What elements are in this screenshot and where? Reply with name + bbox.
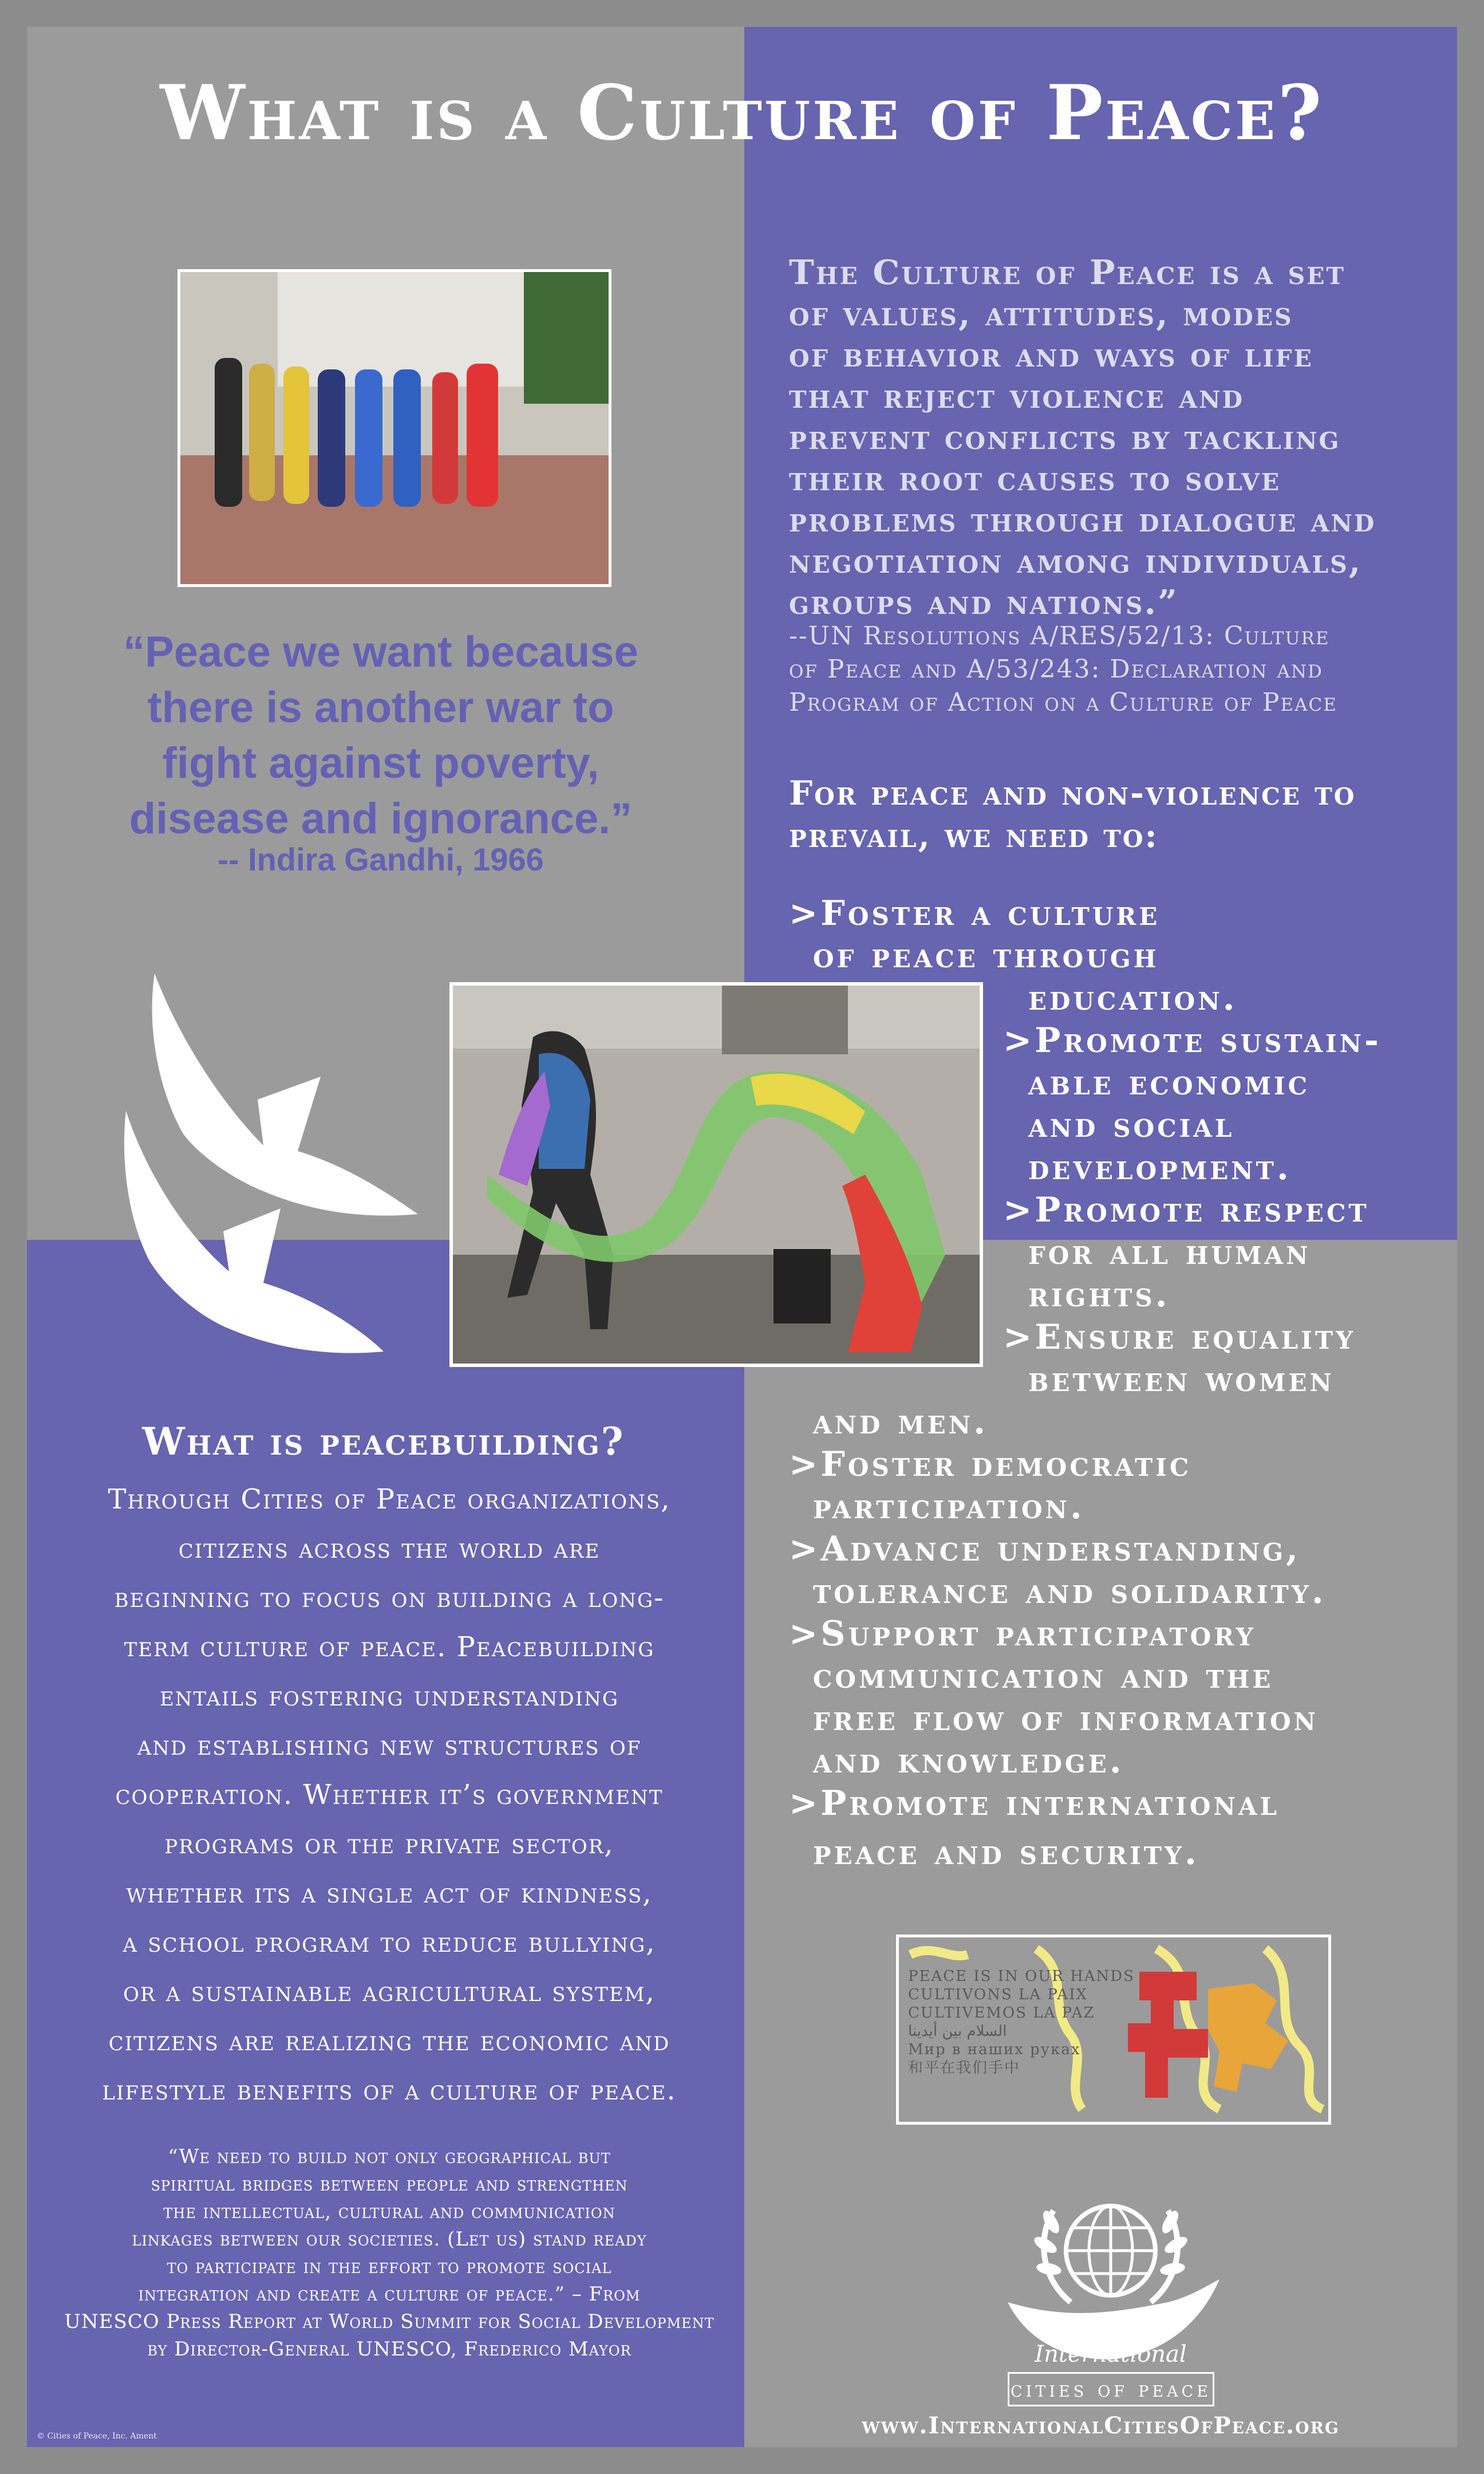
- culture-of-peace-definition: [789, 252, 1436, 623]
- peacebuilding-line: programs or the private sector,: [164, 1828, 614, 1860]
- need-line: >Promote respect: [1003, 1190, 1369, 1230]
- logo-text: [908, 1967, 1135, 2077]
- need-line: between women: [1028, 1360, 1335, 1400]
- source-line: of Peace and A/53/243: Declaration and: [789, 655, 1323, 684]
- definition-line: that reject violence and: [789, 376, 1245, 416]
- logo-line: Мир в наших руках: [908, 2041, 1081, 2058]
- need-line: >Promote international: [789, 1783, 1280, 1823]
- group-photo: [177, 269, 611, 587]
- need-line: >Foster a culture: [789, 893, 1161, 933]
- definition-line: negotiation among individuals,: [789, 541, 1363, 581]
- need-line: for all human: [1028, 1232, 1311, 1273]
- website-link[interactable]: www.InternationalCitiesOfPeace.org: [862, 2412, 1340, 2439]
- emblem-name: cities of peace: [1008, 2372, 1214, 2406]
- quote-line: there is another war to: [147, 683, 614, 732]
- need-line: tolerance and solidarity.: [813, 1571, 1327, 1612]
- peacebuilding-line: whether its a single act of kindness,: [126, 1877, 653, 1909]
- definition-line: of behavior and ways of life: [789, 335, 1313, 375]
- need-line: of peace through: [813, 936, 1159, 976]
- need-line: >Advance understanding,: [789, 1529, 1301, 1569]
- poster-title: What is a Culture of Peace?: [160, 69, 1324, 157]
- peacebuilding-line: a school program to reduce bullying,: [123, 1927, 656, 1959]
- need-line: and social: [1028, 1105, 1235, 1145]
- peacebuilding-title: What is peacebuilding?: [142, 1419, 625, 1464]
- source-line: Program of Action on a Culture of Peace: [789, 688, 1337, 717]
- need-line: free flow of information: [813, 1699, 1319, 1739]
- peacebuilding-line: Through Cities of Peace organizations,: [108, 1483, 671, 1515]
- definition-line: of values, attitudes, modes: [789, 294, 1293, 333]
- emblem-international: International: [1035, 2341, 1187, 2367]
- peacebuilding-line: term culture of peace. Peacebuilding: [124, 1631, 655, 1663]
- unesco-line: linkages between our societies. (Let us) stand ready: [132, 2228, 647, 2251]
- peace-in-our-hands-logo: [896, 1935, 1331, 2125]
- need-line: and knowledge.: [813, 1741, 1124, 1781]
- gandhi-attribution: -- Indira Gandhi, 1966: [218, 841, 544, 877]
- unesco-line: UNESCO Press Report at World Summit for Social Development: [64, 2310, 715, 2333]
- peacebuilding-line: citizens across the world are: [178, 1533, 601, 1565]
- doves-icon: [115, 962, 424, 1374]
- need-line: participation.: [813, 1487, 1085, 1527]
- definition-line: prevent conflicts by tackling: [789, 417, 1341, 457]
- unesco-line: to participate in the effort to promote social: [167, 2255, 612, 2278]
- quote-line: fight against poverty,: [162, 739, 599, 787]
- peacebuilding-line: lifestyle benefits of a culture of peace.: [102, 2074, 677, 2106]
- need-line: communication and the: [813, 1656, 1274, 1696]
- logo-line: 和平在我们手中: [908, 2059, 1021, 2077]
- peacebuilding-line: or a sustainable agricultural system,: [123, 1976, 656, 2008]
- need-line: >Support participatory: [789, 1614, 1256, 1654]
- need-line: rights.: [1028, 1275, 1170, 1315]
- peacebuilding-line: cooperation. Whether it’s government: [115, 1779, 664, 1811]
- definition-line: their root causes to solve: [789, 459, 1281, 498]
- need-line: development.: [1028, 1148, 1292, 1188]
- unesco-line: the intellectual, cultural and communication: [163, 2200, 615, 2223]
- gandhi-quote: [46, 624, 716, 846]
- definition-source: [789, 620, 1436, 719]
- definition-line: groups and nations.”: [789, 582, 1179, 622]
- needs-intro-line: prevail, we need to:: [789, 816, 1159, 855]
- peacebuilding-body: [52, 1475, 727, 2115]
- need-line: >Promote sustain-: [1003, 1021, 1382, 1061]
- need-line: peace and security.: [813, 1833, 1199, 1873]
- logo-line: CULTIVEMOS LA PAZ: [908, 2004, 1095, 2022]
- dancer-photo: [449, 982, 983, 1367]
- globe-emblem-icon: [996, 2170, 1225, 2365]
- unesco-line: spiritual bridges between people and strengthen: [151, 2173, 628, 2196]
- copyright: © Cities of Peace, Inc. Ament: [37, 2432, 157, 2441]
- need-line: >Foster democratic: [789, 1444, 1192, 1484]
- peacebuilding-line: and establishing new structures of: [137, 1730, 642, 1762]
- need-line: able economic: [1028, 1063, 1311, 1103]
- logo-line: السلام بين أيدينا: [908, 2023, 1007, 2040]
- unesco-quote: [63, 2143, 716, 2363]
- logo-line: PEACE IS IN OUR HANDS: [908, 1968, 1135, 1985]
- need-line: >Ensure equality: [1003, 1317, 1356, 1357]
- need-line: education.: [1028, 978, 1238, 1018]
- logo-line: CULTIVONS LA PAIX: [908, 1986, 1088, 2003]
- unesco-line: integration and create a culture of peace.” – From: [138, 2283, 641, 2306]
- need-line: and men.: [813, 1402, 989, 1442]
- needs-intro-line: For peace and non-violence to: [789, 774, 1356, 813]
- unesco-line: “We need to build not only geographical but: [168, 2145, 611, 2168]
- needs-intro: [789, 772, 1436, 857]
- unesco-line: by Director-General UNESCO, Frederico Mayor: [147, 2338, 632, 2361]
- definition-line: The Culture of Peace is a set: [789, 253, 1346, 292]
- quote-line: disease and ignorance.”: [129, 794, 633, 843]
- peacebuilding-line: beginning to focus on building a long-: [114, 1582, 665, 1614]
- peacebuilding-line: entails fostering understanding: [159, 1680, 619, 1712]
- source-line: --UN Resolutions A/RES/52/13: Culture: [789, 621, 1330, 651]
- definition-line: problems through dialogue and: [789, 500, 1376, 539]
- quote-line: “Peace we want because: [123, 628, 638, 676]
- peacebuilding-line: citizens are realizing the economic and: [108, 2025, 670, 2057]
